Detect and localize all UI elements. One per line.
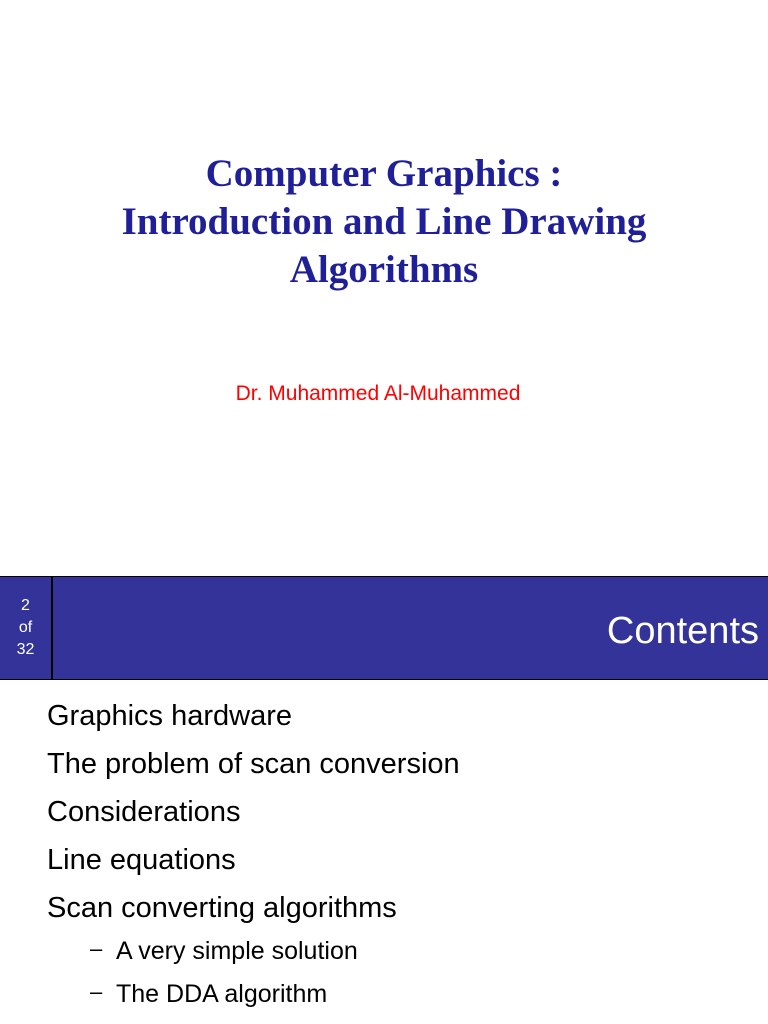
page-number-box xyxy=(0,577,53,679)
page-total: 32 xyxy=(16,641,35,658)
title-line: Algorithms xyxy=(289,248,479,291)
contents-sub-item xyxy=(90,930,358,973)
author-name: Dr. Muhammed Al-Muhammed xyxy=(235,382,521,405)
contents-item: Scan converting algorithms xyxy=(47,892,397,924)
contents-item: Graphics hardware xyxy=(47,700,292,732)
contents-sub-list xyxy=(90,930,358,1016)
page-of: of xyxy=(18,619,33,636)
contents-sub-item xyxy=(90,973,358,1016)
contents-list xyxy=(47,692,460,932)
sub-item-text: The DDA algorithm xyxy=(116,980,328,1008)
dash-bullet: – xyxy=(90,979,103,1004)
slide-title xyxy=(0,150,768,294)
title-line: Introduction and Line Drawing xyxy=(121,200,647,243)
header-title: Contents xyxy=(606,610,759,652)
contents-item: Considerations xyxy=(47,796,241,828)
header-bar xyxy=(0,576,768,680)
contents-slide xyxy=(0,576,768,1024)
contents-item: The problem of scan conversion xyxy=(47,748,460,780)
contents-item: Line equations xyxy=(47,844,236,876)
page-current: 2 xyxy=(21,597,30,614)
sub-item-text: A very simple solution xyxy=(116,937,358,965)
dash-bullet: – xyxy=(90,936,103,961)
title-line: Computer Graphics : xyxy=(205,152,563,195)
